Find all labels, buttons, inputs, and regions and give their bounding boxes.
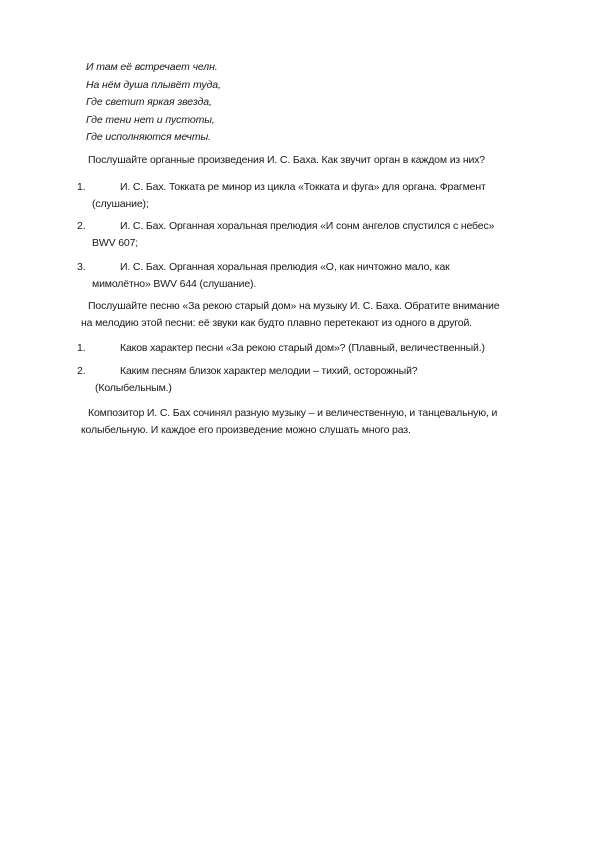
list-number: 1. [77, 342, 86, 354]
poem-line: Где тени нет и пустоты, [86, 113, 215, 126]
list-number: 2. [77, 365, 86, 377]
paragraph-line: Композитор И. С. Бах сочинял разную музыку – и величественную, и танцевальную, и [88, 407, 498, 419]
list-item-text: И. С. Бах. Органная хоральная прелюдия «О, как ничтожно мало, как [120, 261, 450, 273]
list-number: 1. [77, 181, 86, 193]
list-item-text: Каким песням близок характер мелодии – тихий, осторожный? [120, 365, 418, 377]
poem-stanza [86, 59, 221, 147]
list-item-text: Каков характер песни «За рекою старый дом»? (Плавный, величественный.) [120, 342, 485, 354]
list-item-continuation: BWV 607; [92, 237, 139, 249]
list-number: 3. [77, 261, 86, 273]
poem-line: Где исполняются мечты. [86, 131, 211, 144]
intro-paragraph [88, 152, 485, 169]
list-item-continuation: (Колыбельным.) [95, 382, 172, 394]
list-item-continuation: мимолётно» BWV 644 (слушание). [92, 278, 257, 290]
paragraph-line: на мелодию этой песни: её звуки как будто плавно перетекают из одного в другой. [81, 317, 472, 329]
paragraph-line: Послушайте песню «За рекою старый дом» на музыку И. С. Баха. Обратите внимание [88, 300, 500, 312]
list-item-text: И. С. Бах. Органная хоральная прелюдия «И сонм ангелов спустился с небес» [120, 220, 495, 232]
poem-line: И там её встречает челн. [86, 61, 218, 73]
list-number: 2. [77, 220, 86, 232]
poem-line: Где светит яркая звезда, [86, 96, 212, 109]
paragraph-line: колыбельную. И каждое его произведение можно слушать много раз. [81, 424, 411, 436]
list-item-text: И. С. Бах. Токката ре минор из цикла «Токката и фуга» для органа. Фрагмент [120, 181, 486, 193]
intro-text: Послушайте органные произведения И. С. Баха. Как звучит орган в каждом из них? [88, 154, 486, 166]
list-item-continuation: (слушание); [92, 198, 149, 210]
song-paragraph [81, 298, 500, 332]
poem-line: На нём душа плывёт туда, [86, 78, 221, 91]
conclusion-paragraph [81, 405, 498, 439]
